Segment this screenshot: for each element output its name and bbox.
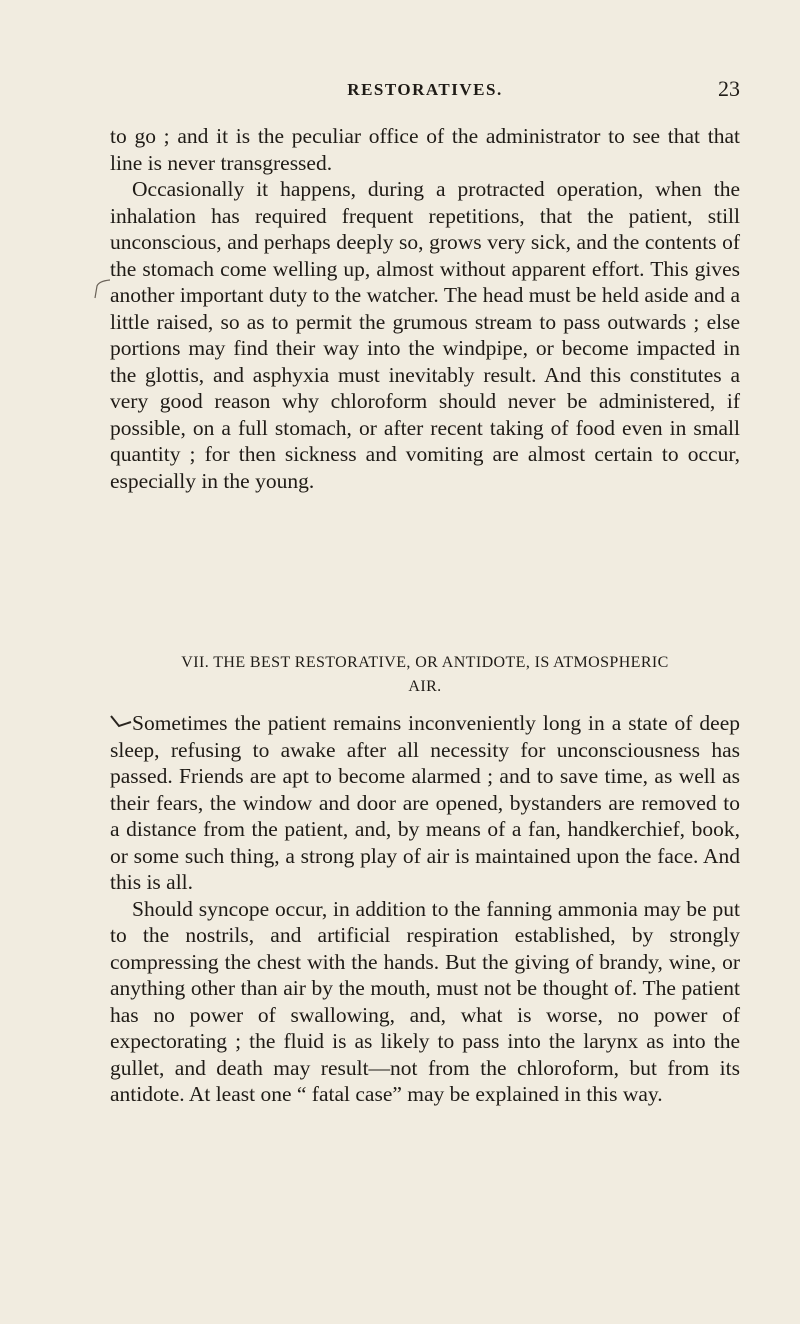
section-heading-line-1: VII. THE BEST RESTORATIVE, OR ANTIDOTE, IS ATMOSPHERIC [181, 654, 669, 671]
page-number: 23 [718, 76, 740, 101]
paragraph-deep-sleep-text: Sometimes the patient remains inconveniently long in a state of deep sleep, refusing to awake after all necessity for unconsciousness has passed. Friends are apt to become alarmed ; and to save time, as well as their fears, the window and door are opened, bystanders are removed to a distance from the patient, and, by means of a fan, handkerchief, book, or some such thing, a strong play of air is maintained upon the face. And this is all. [110, 711, 740, 894]
section-heading-line-2: AIR. [408, 678, 442, 695]
paragraph-continued: to go ; and it is the peculiar office of the administrator to see that that line is never transgressed. [110, 124, 740, 175]
page-header [110, 76, 740, 106]
running-head: RESTORATIVES. [347, 80, 503, 99]
check-mark-icon [110, 714, 132, 728]
paragraph-vomiting: Occasionally it happens, during a protracted operation, when the inhalation has required frequent repetitions, that the patient, still unconscious, and perhaps deeply so, grows very sick, and the contents of the stomach come welling up, almost without apparent effort. This gives another important duty to the watcher. The head must be held aside and a little raised, so as to permit the grumous stream to pass outwards ; else portions may find their way into the windpipe, or become impacted in the glottis, and asphyxia must inevitably result. And this constitutes a very good reason why chloroform should never be administered, if possible, on a full stomach, or after recent taking of food even in small quantity ; for then sickness and vomiting are almost certain to occur, especially in the young. [110, 177, 740, 493]
section-body [110, 710, 740, 1108]
body-text [110, 123, 740, 494]
paragraph-deep-sleep [110, 710, 740, 896]
paragraph-syncope: Should syncope occur, in addition to the fanning ammonia may be put to the nostrils, and artificial respiration established, by strongly compressing the chest with the hands. But the giving of brandy, wine, or anything other than air by the mouth, must not be thought of. The patient has no power of swallowing, and, what is worse, no power of expectorating ; the fluid is as likely to pass into the larynx as into the gullet, and death may result—not from the chloroform, but from its antidote. At least one “ fatal case” may be explained in this way. [110, 896, 740, 1106]
section-heading [110, 651, 740, 699]
